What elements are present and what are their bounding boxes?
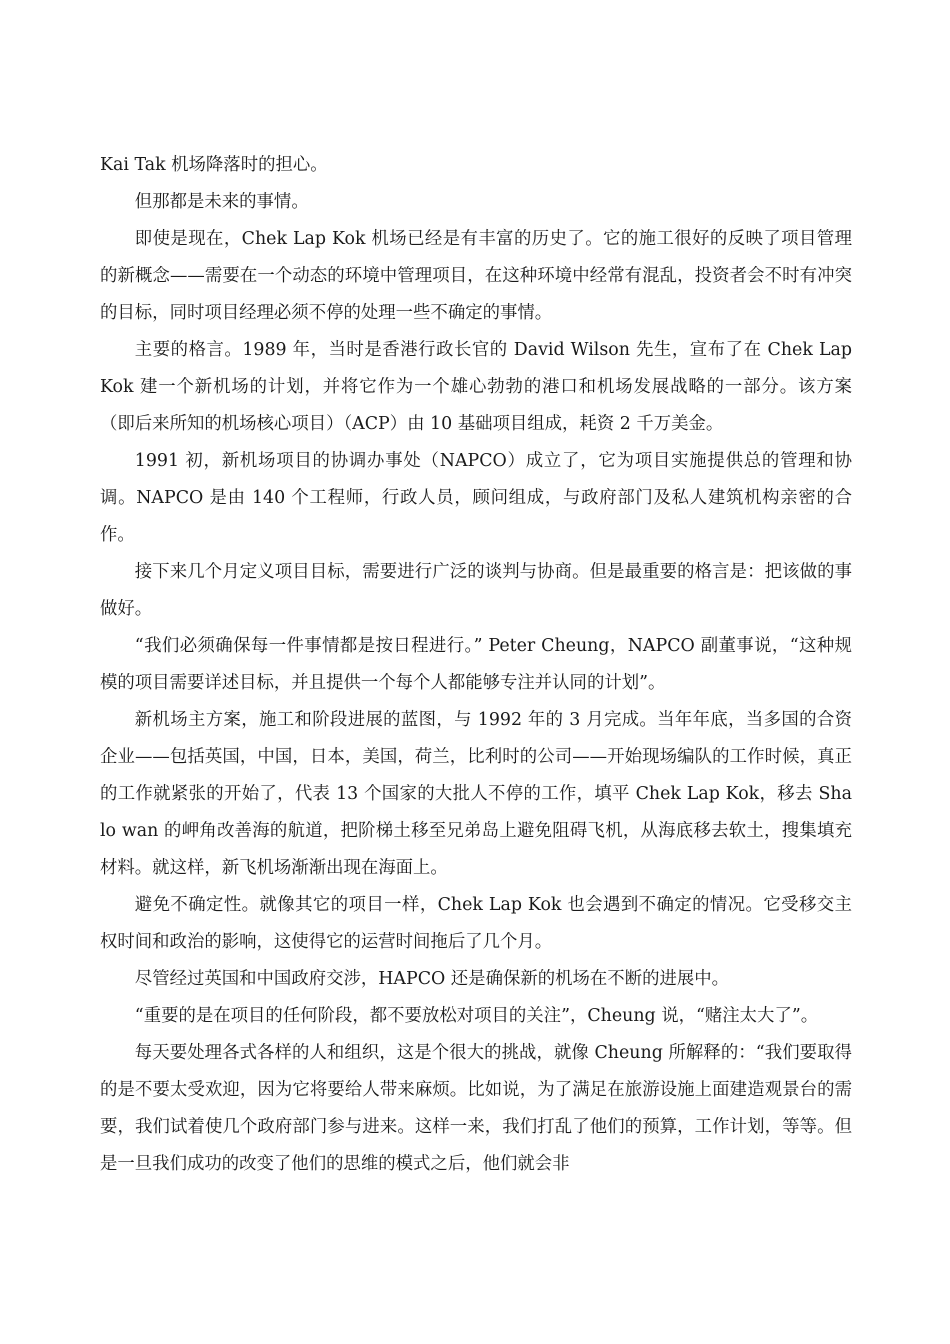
- paragraph: 1991 初，新机场项目的协调办事处（NAPCO）成立了，它为项目实施提供总的管理和协调。NAPCO 是由 140 个工程师，行政人员，顾问组成，与政府部门及私人建筑机构亲密的合作。: [100, 451, 852, 545]
- quote-paragraph: “重要的是在项目的任何阶段，都不要放松对项目的关注”，Cheung 说，“赌注太大了”。: [134, 1006, 819, 1026]
- document-body: [100, 147, 852, 1183]
- paragraph: 新机场主方案，施工和阶段进展的蓝图，与 1992 年的 3 月完成。当年年底，当多国的合资企业——包括英国，中国，日本，美国，荷兰，比利时的公司——开始现场编队的工作时候，真正的工作就紧张的开始了，代表 13 个国家的大批人不停的工作，填平 Chek Lap Kok，移去 Sha lo wan 的岬角改善海的航道，把阶梯土移至兄弟岛上避免阻碍飞机，从海底移去软土，搜集填充材料。就这样，新飞机场渐渐出现在海面上。: [100, 710, 852, 878]
- paragraph: 避免不确定性。就像其它的项目一样，Chek Lap Kok 也会遇到不确定的情况。它受移交主权时间和政治的影响，这使得它的运营时间拖后了几个月。: [100, 895, 852, 952]
- paragraph-continuation: Kai Tak 机场降落时的担心。: [100, 155, 328, 175]
- paragraph: 接下来几个月定义项目目标，需要进行广泛的谈判与协商。但是最重要的格言是：把该做的事做好。: [100, 562, 852, 619]
- paragraph: 尽管经过英国和中国政府交涉，HAPCO 还是确保新的机场在不断的进展中。: [134, 969, 730, 989]
- quote-paragraph: “我们必须确保每一件事情都是按日程进行。” Peter Cheung，NAPCO 副董事说，“这种规模的项目需要详述目标，并且提供一个每个人都能够专注并认同的计划”。: [100, 636, 852, 693]
- paragraph: 主要的格言。1989 年，当时是香港行政长官的 David Wilson 先生，宣布了在 Chek Lap Kok 建一个新机场的计划，并将它作为一个雄心勃勃的港口和机场发展战略的一部分。该方案（即后来所知的机场核心项目）（ACP）由 10 基础项目组成，耗资 2 千万美金。: [100, 340, 852, 434]
- paragraph: 即使是现在，Chek Lap Kok 机场已经是有丰富的历史了。它的施工很好的反映了项目管理的新概念——需要在一个动态的环境中管理项目，在这种环境中经常有混乱，投资者会不时有冲突的目标，同时项目经理必须不停的处理一些不确定的事情。: [100, 229, 852, 323]
- paragraph: 每天要处理各式各样的人和组织，这是个很大的挑战，就像 Cheung 所解释的：“我们要取得的是不要太受欢迎，因为它将要给人带来麻烦。比如说，为了满足在旅游设施上面建造观景台的需要，我们试着使几个政府部门参与进来。这样一来，我们打乱了他们的预算，工作计划，等等。但是一旦我们成功的改变了他们的思维的模式之后，他们就会非: [100, 1043, 852, 1174]
- paragraph: 但那都是未来的事情。: [134, 192, 309, 212]
